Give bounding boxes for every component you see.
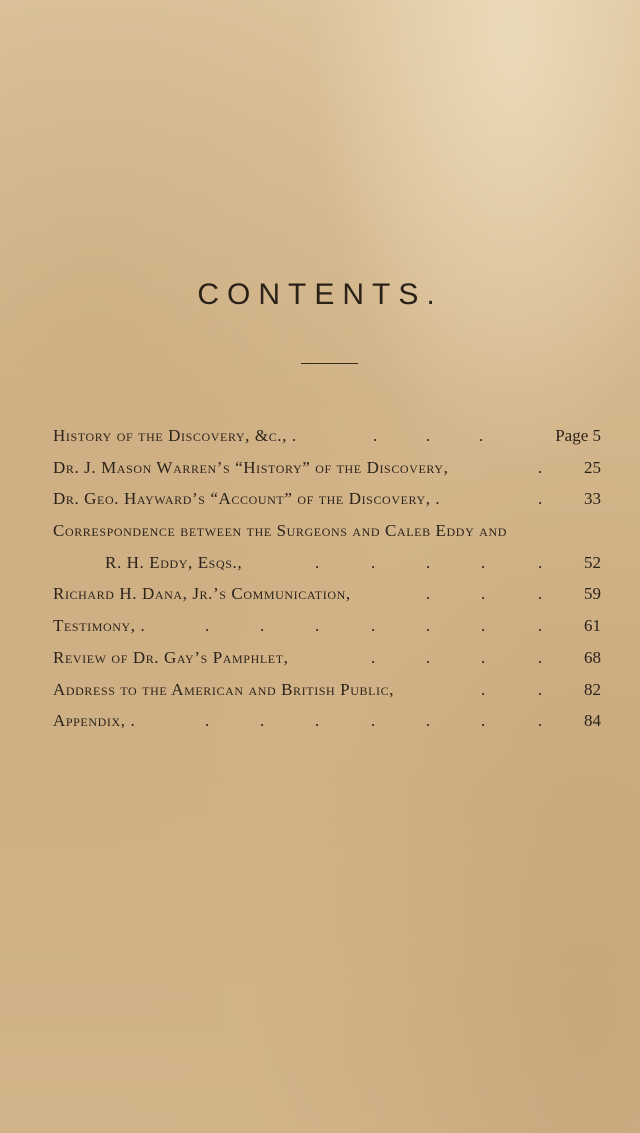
toc-entry-title: Dr. J. Mason Warren’s “History” of the Discovery, — [53, 457, 449, 477]
leader-dot: . — [371, 647, 376, 667]
toc-entry — [53, 610, 603, 642]
leader-dot: . — [538, 711, 543, 731]
toc-entry-title: Review of Dr. Gay’s Pamphlet, — [53, 647, 289, 667]
title-rule — [301, 363, 358, 364]
toc-entry — [53, 674, 603, 706]
leader-dot: . — [538, 584, 543, 604]
toc-entry — [53, 547, 603, 579]
toc-entry-title: Dr. Geo. Hayward’s “Account” of the Discovery, . — [53, 489, 441, 509]
leader-dot: . — [538, 489, 543, 509]
toc-entry — [53, 705, 603, 737]
toc-entry — [53, 578, 603, 610]
toc-entry-title: History of the Discovery, &c., . — [53, 426, 297, 445]
leader-dot: . — [538, 679, 543, 699]
leader-dot: . — [260, 711, 265, 731]
toc-entry — [53, 483, 603, 515]
toc-entry-title: Richard H. Dana, Jr.’s Communication, — [53, 584, 351, 604]
toc-entry-title: Address to the American and British Public, — [53, 679, 395, 699]
leader-dot: . — [538, 647, 543, 667]
toc-entry-page: 59 — [584, 584, 601, 604]
leader-dot: . — [260, 616, 265, 636]
leader-dot: . — [426, 426, 431, 445]
leader-dot: . — [481, 711, 486, 731]
leader-dot: . — [426, 711, 431, 731]
toc-entry — [53, 452, 603, 484]
toc-entry-page: 61 — [584, 616, 601, 636]
leader-dot: . — [315, 616, 320, 636]
toc-entry-page: 33 — [584, 489, 601, 509]
toc-entry-page: 52 — [584, 552, 601, 572]
leader-dot: . — [538, 552, 543, 572]
leader-dot: . — [481, 616, 486, 636]
toc-entry-page: 25 — [584, 457, 601, 477]
leader-dot: . — [205, 711, 210, 731]
leader-dot: . — [481, 679, 486, 699]
toc-entry — [53, 515, 603, 547]
toc-entry-page: 68 — [584, 647, 601, 667]
toc-entry-title: Testimony, . — [53, 616, 146, 636]
leader-dot: . — [426, 647, 431, 667]
leader-dot: . — [479, 426, 484, 445]
toc-entry — [53, 642, 603, 674]
leader-dot: . — [481, 647, 486, 667]
leader-dot: . — [371, 616, 376, 636]
leader-dot: . — [538, 616, 543, 636]
leader-dot: . — [371, 711, 376, 731]
leader-dot: . — [371, 552, 376, 572]
toc-entry-page: Page 5 — [555, 426, 601, 445]
leader-dot: . — [315, 711, 320, 731]
toc-entry-page: 84 — [584, 711, 601, 731]
toc-entry-title: R. H. Eddy, Esqs., — [105, 552, 243, 572]
leader-dot: . — [205, 616, 210, 636]
toc-entry-title: Appendix, . — [53, 711, 136, 731]
leader-dot: . — [426, 584, 431, 604]
leader-dot: . — [481, 552, 486, 572]
leader-dot: . — [315, 552, 320, 572]
table-of-contents — [53, 420, 603, 737]
leader-dot: . — [426, 552, 431, 572]
toc-entry-page: 82 — [584, 679, 601, 699]
leader-dot: . — [481, 584, 486, 604]
toc-entry — [53, 420, 603, 452]
leader-dot: . — [373, 426, 378, 445]
toc-entry-title: Correspondence between the Surgeons and Caleb Eddy and — [53, 521, 507, 541]
leader-dot: . — [538, 457, 543, 477]
contents-title: CONTENTS. — [197, 278, 443, 311]
leader-dot: . — [426, 616, 431, 636]
